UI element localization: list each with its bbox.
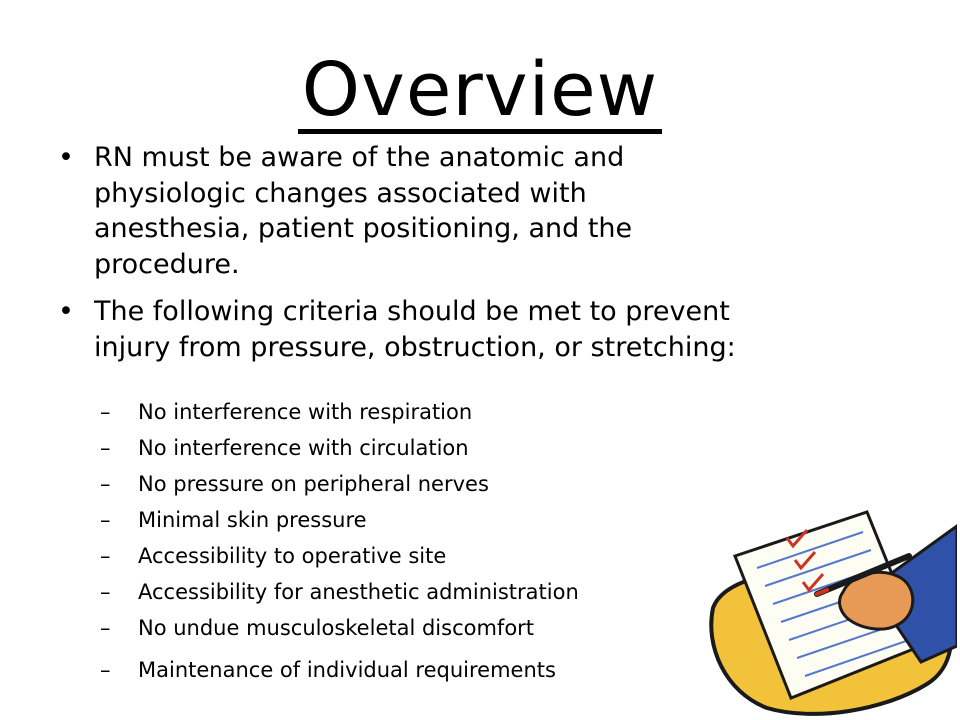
- dash-marker: –: [100, 544, 111, 568]
- criteria-text: No interference with circulation: [138, 436, 469, 460]
- criteria-text: No undue musculoskeletal discomfort: [138, 616, 535, 640]
- bullet-text: RN must be aware of the anatomic and physiologic changes associated with anesthesia, patient positioning, and the procedure.: [94, 142, 633, 280]
- dash-marker: –: [100, 580, 111, 604]
- criteria-item: [100, 430, 700, 466]
- criteria-text: No pressure on peripheral nerves: [138, 472, 489, 496]
- bullet-dot: •: [58, 296, 74, 327]
- bullet-item: [58, 140, 748, 282]
- dash-marker: –: [100, 436, 111, 460]
- bullet-text: The following criteria should be met to prevent injury from pressure, obstruction, or stretching:: [94, 296, 736, 363]
- dash-marker: –: [100, 658, 111, 682]
- criteria-item: [100, 502, 700, 538]
- dash-marker: –: [100, 400, 111, 424]
- criteria-item: [100, 574, 700, 610]
- bullet-item: [58, 294, 748, 365]
- criteria-list: [100, 394, 700, 688]
- bullet-dot: •: [58, 142, 74, 173]
- criteria-item: [100, 466, 700, 502]
- writing-hand-clipart: [695, 496, 957, 718]
- criteria-item: [100, 610, 700, 646]
- slide-title-text: Overview: [298, 51, 662, 134]
- criteria-item: [100, 538, 700, 574]
- criteria-text: Accessibility to operative site: [138, 544, 447, 568]
- criteria-item: [100, 652, 700, 688]
- criteria-text: Accessibility for anesthetic administration: [138, 580, 579, 604]
- criteria-text: Maintenance of individual requirements: [138, 658, 556, 682]
- bullet-list: [58, 140, 748, 365]
- criteria-text: Minimal skin pressure: [138, 508, 367, 532]
- criteria-item: [100, 394, 700, 430]
- dash-marker: –: [100, 616, 111, 640]
- dash-marker: –: [100, 472, 111, 496]
- criteria-text: No interference with respiration: [138, 400, 473, 424]
- dash-marker: –: [100, 508, 111, 532]
- slide-title: [0, 48, 960, 134]
